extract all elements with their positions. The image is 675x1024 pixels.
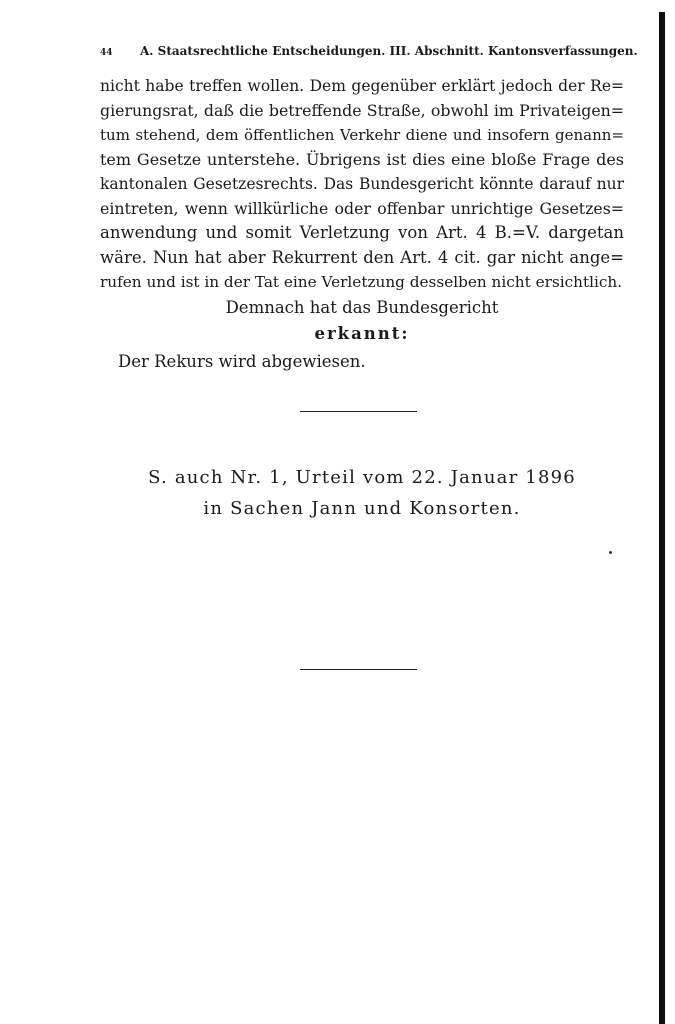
cross-reference-line: S. auch Nr. 1, Urteil vom 22. Januar 1896 bbox=[148, 467, 576, 488]
body-line: tem Gesetze unterstehe. Übrigens ist dies eine bloße Frage des bbox=[100, 149, 624, 169]
verdict-heading: erkannt: bbox=[314, 324, 410, 343]
cross-reference-line: in Sachen Jann und Konsorten. bbox=[203, 498, 521, 519]
cross-reference bbox=[100, 462, 624, 524]
body-line: rufen und ist in der Tat eine Verletzung desselben nicht ersichtlich. bbox=[100, 273, 623, 291]
page-number: 44 bbox=[100, 48, 113, 58]
verdict-intro: Demnach hat das Bundesgericht bbox=[225, 298, 499, 317]
body-line: wäre. Nun hat aber Rekurrent den Art. 4 cit. gar nicht ange= bbox=[100, 247, 624, 267]
body-line: nicht habe treffen wollen. Dem gegenüber erklärt jedoch der Re= bbox=[100, 77, 624, 95]
body-line: kantonalen Gesetzesrechts. Das Bundesgericht könnte darauf nur bbox=[100, 175, 624, 193]
page-edge-shadow bbox=[659, 12, 665, 1024]
body-line: anwendung und somit Verletzung von Art. 4 B.=V. dargetan bbox=[100, 223, 624, 242]
running-header-title: A. Staatsrechtliche Entscheidungen. III. Abschnitt. Kantonsverfassungen. bbox=[140, 44, 638, 58]
ink-speck bbox=[609, 551, 612, 554]
section-divider bbox=[300, 669, 417, 670]
section-divider bbox=[300, 411, 417, 412]
body-paragraph bbox=[100, 74, 624, 295]
verdict-text: Der Rekurs wird abgewiesen. bbox=[118, 352, 366, 371]
running-header bbox=[100, 44, 638, 58]
body-line: gierungsrat, daß die betreffende Straße, obwohl im Privateigen= bbox=[100, 100, 624, 120]
body-line: eintreten, wenn willkürliche oder offenbar unrichtige Gesetzes= bbox=[100, 198, 624, 218]
body-line: tum stehend, dem öffentlichen Verkehr diene und insofern genann= bbox=[100, 126, 624, 144]
